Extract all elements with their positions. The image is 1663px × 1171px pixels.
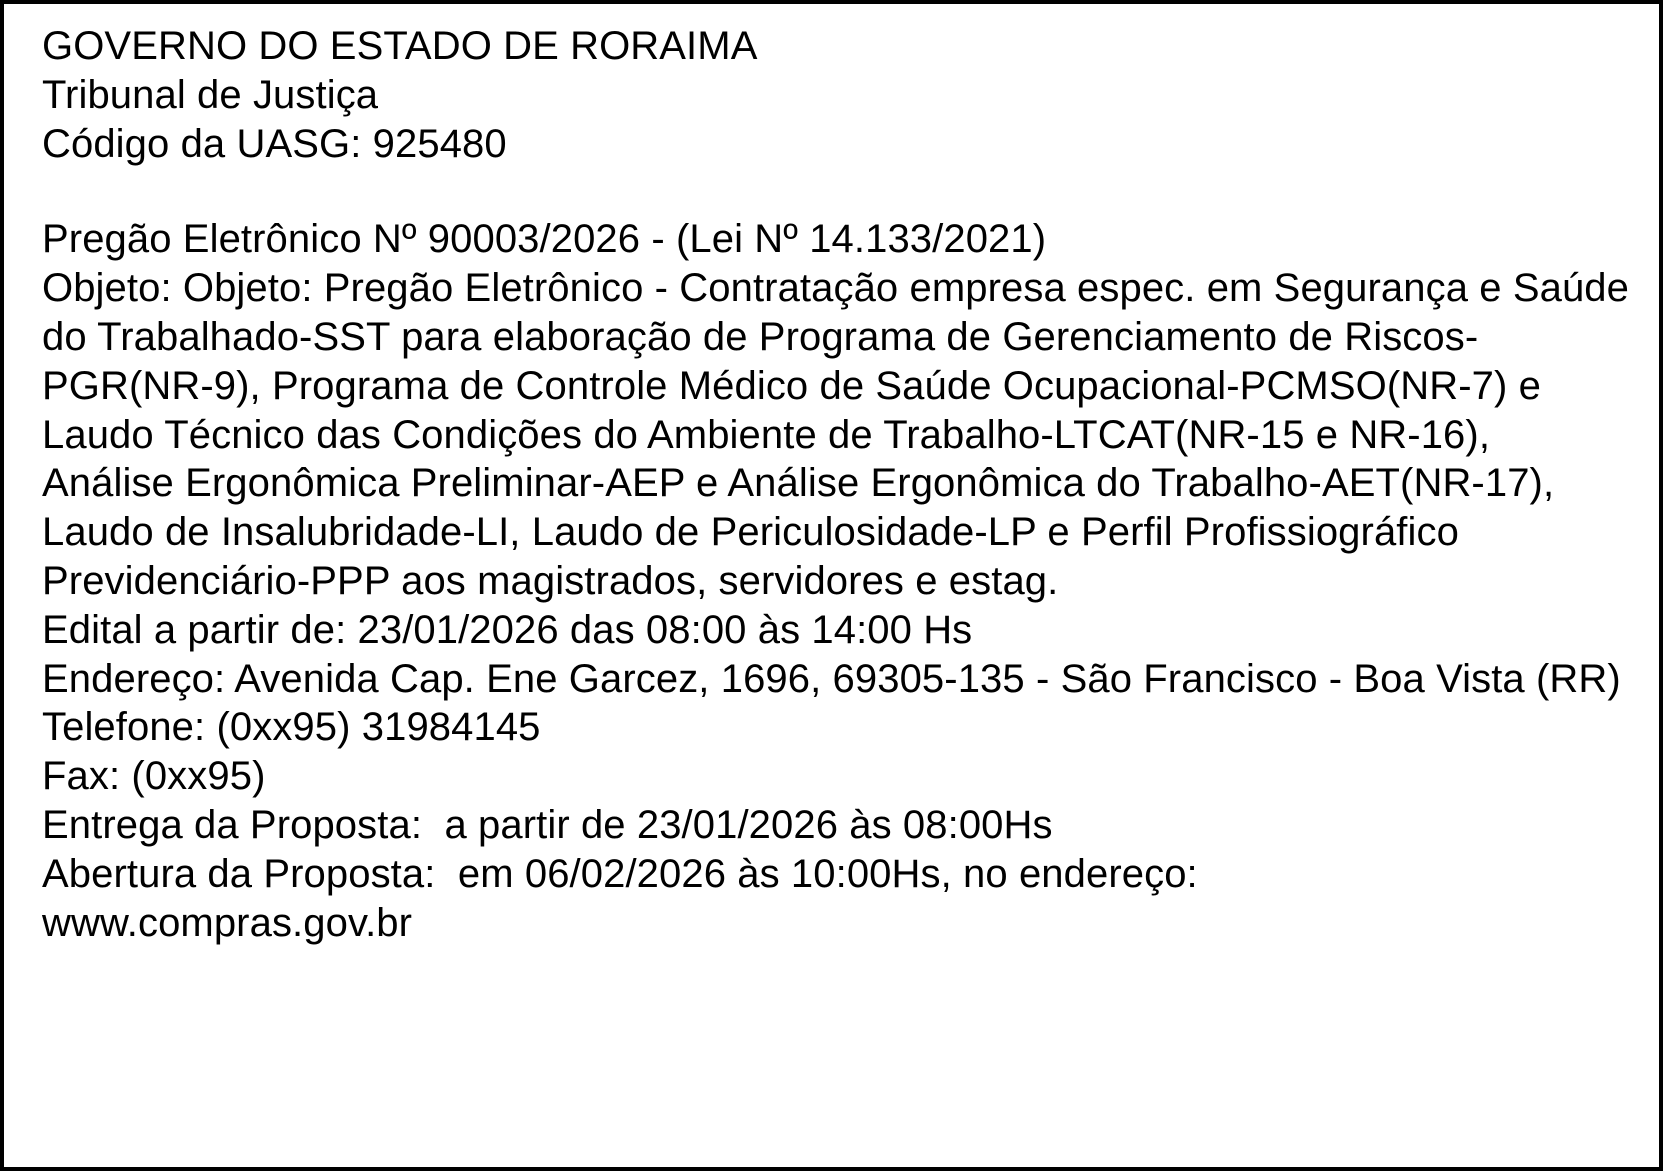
header-spacer: [42, 168, 1629, 215]
notice-details: [42, 215, 1629, 947]
notice-fax: Fax: (0xx95): [42, 754, 266, 799]
notice-title: Pregão Eletrônico Nº 90003/2026 - (Lei Nº 14.133/2021): [42, 217, 1047, 262]
organization-name: GOVERNO DO ESTADO DE RORAIMA: [42, 24, 758, 68]
notice-header: [42, 22, 1629, 168]
department-name: Tribunal de Justiça: [42, 72, 379, 117]
notice-website: www.compras.gov.br: [42, 900, 413, 945]
notice-proposal-delivery: Entrega da Proposta: a partir de 23/01/2026 às 08:00Hs: [42, 802, 1053, 847]
notice-object: Objeto: Objeto: Pregão Eletrônico - Contratação empresa espec. em Segurança e Saúde do Trabalhado-SST para elaboração de Programa de Gerenciamento de Riscos-PGR(NR-9), Programa de Controle Médico de Saúde Ocupacional-PCMSO(NR-7) e Laudo Técnico das Condições do Ambiente de Trabalho-LTCAT(NR-15 e NR-16), Análise Ergonômica Preliminar-AEP e Análise Ergonômica do Trabalho-AET(NR-17), Laudo de Insalubridade-LI, Laudo de Periculosidade-LP e Perfil Profissiográfico Previdenciário-PPP aos magistrados, servidores e estag.: [42, 266, 1629, 603]
notice-address: Endereço: Avenida Cap. Ene Garcez, 1696, 69305-135 - São Francisco - Boa Vista (RR): [42, 656, 1621, 701]
notice-edital-availability: Edital a partir de: 23/01/2026 das 08:00 às 14:00 Hs: [42, 607, 973, 652]
bid-notice-body: [42, 22, 1629, 947]
uasg-code: Código da UASG: 925480: [42, 121, 507, 166]
notice-phone: Telefone: (0xx95) 31984145: [42, 705, 541, 750]
notice-proposal-opening: Abertura da Proposta: em 06/02/2026 às 10:00Hs, no endereço:: [42, 851, 1198, 896]
